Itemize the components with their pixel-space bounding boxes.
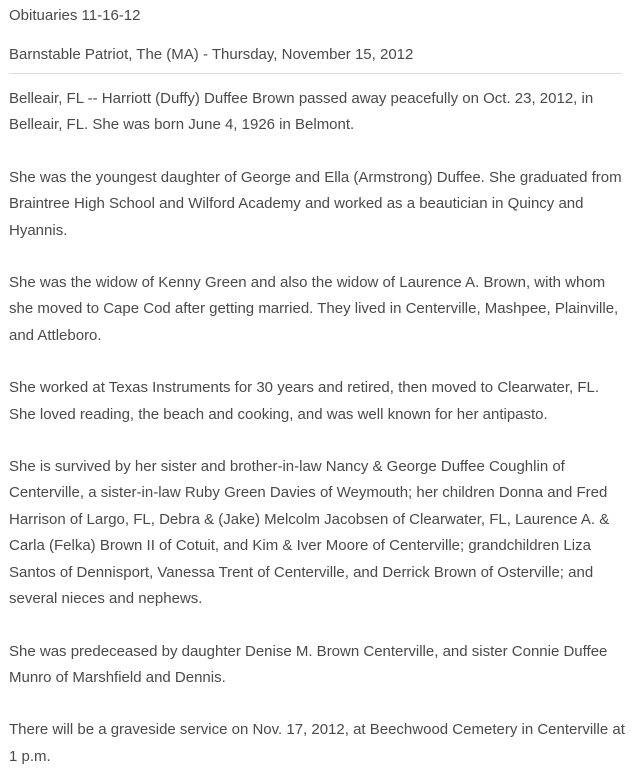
paragraph-service: There will be a graveside service on Nov. 17, 2012, at Beechwood Cemetery in Centerville at 1 p.m. [9, 721, 625, 765]
paragraph-survivors: She is survived by her sister and brother-in-law Nancy & George Duffee Coughlin of Centerville, a sister-in-law Ruby Green Davies of Weymouth; her children Donna and Fred Harrison of Largo, FL, Debra & (Jake) Melcolm Jacobsen of Clearwater, FL, Laurence A. & Carla (Felka) Brown II of Cotuit, and Kim & Iver Moore of Centerville; grandchildren Liza Santos of Dennisport, Vanessa Trent of Centerville, and Derrick Brown of Osterville; and several nieces and nephews. [9, 458, 610, 608]
paragraph-predeceased: She was predeceased by daughter Denise M. Brown Centerville, and sister Connie Duffee Munro of Marshfield and Dennis. [9, 642, 608, 686]
page-title: Obituaries 11-16-12 [9, 7, 141, 24]
article-body [9, 86, 625, 770]
divider [9, 73, 622, 74]
paragraph-early-life: She was the youngest daughter of George and Ella (Armstrong) Duffee. She graduated from Braintree High School and Wilford Academy and worked as a beautician in Quincy and Hyannis. [9, 168, 622, 239]
paragraph-marriage: She was the widow of Kenny Green and also the widow of Laurence A. Brown, with whom she moved to Cape Cod after getting married. They lived in Centerville, Mashpee, Plainville, and Attleboro. [9, 274, 619, 344]
paragraph-career: She worked at Texas Instruments for 30 years and retired, then moved to Clearwater, FL. She loved reading, the beach and cooking, and was well known for her antipasto. [9, 379, 600, 423]
publication-source: Barnstable Patriot, The (MA) - Thursday, November 15, 2012 [9, 46, 414, 63]
paragraph-death-notice: Belleair, FL -- Harriott (Duffy) Duffee Brown passed away peacefully on Oct. 23, 2012, in Belleair, FL. She was born June 4, 1926 in Belmont. [9, 90, 594, 134]
